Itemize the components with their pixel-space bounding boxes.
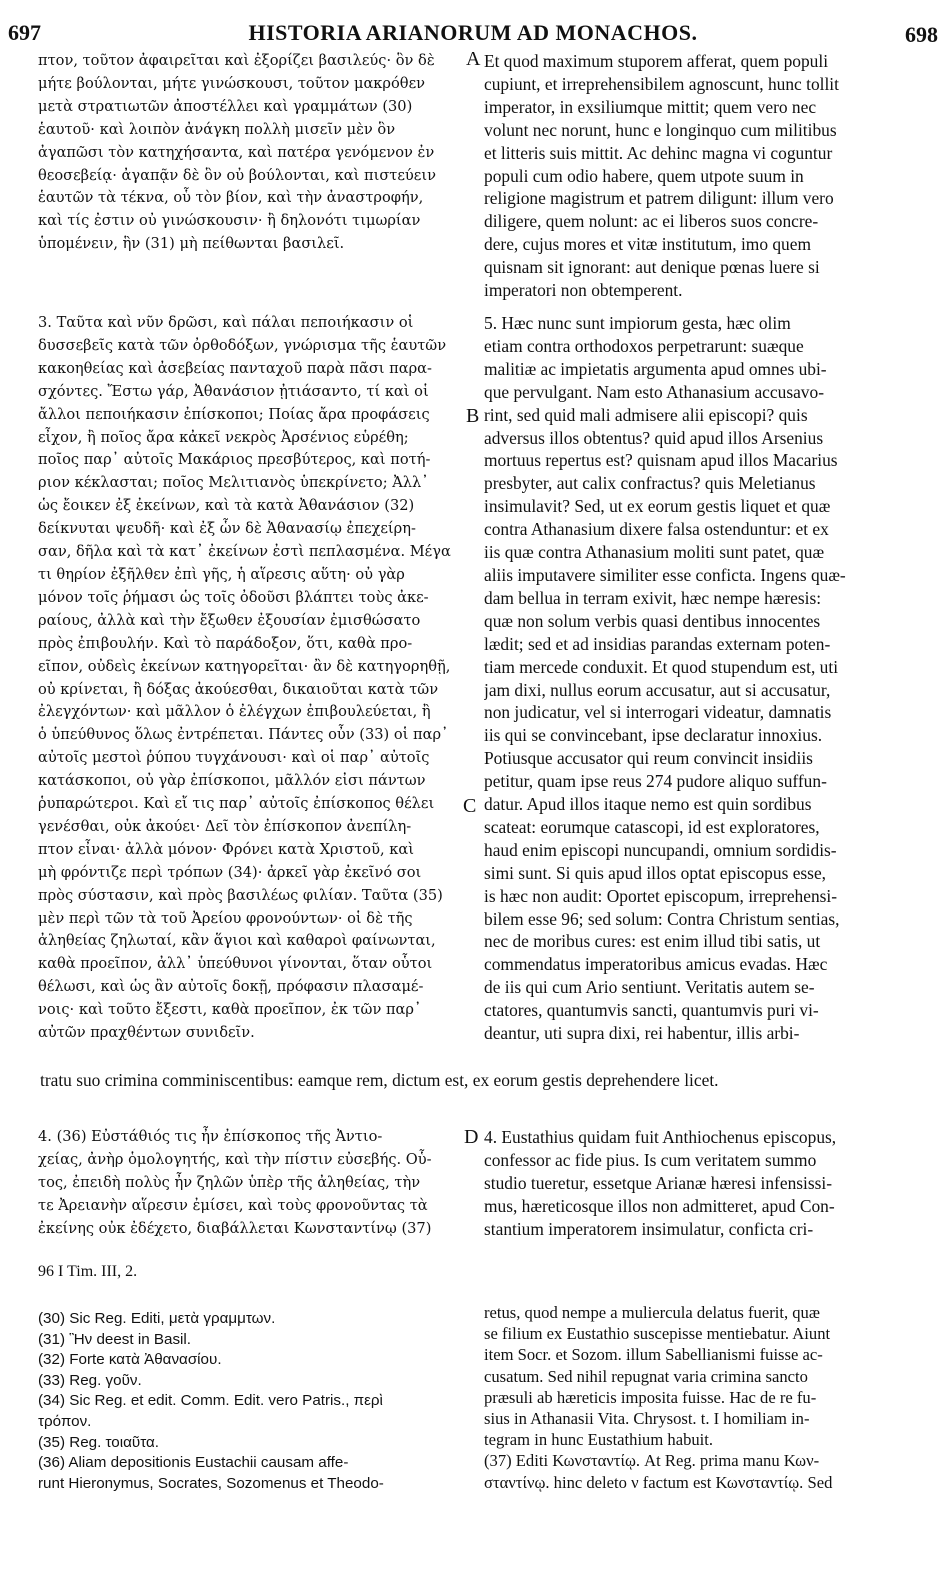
running-title: HISTORIA ARIANORUM AD MONACHOS. <box>248 20 698 45</box>
text-line: religione magistrum et patrem diligunt: illum vero <box>484 188 834 209</box>
text-line: aliis imputavere similiter esse conficta. Ingens quæ- <box>484 564 846 585</box>
greek-column-section-1 <box>38 50 470 256</box>
text-line: ἐκείνης οὐκ ἐδέχετο, διαβάλλεται Κωνσταντίνῳ (37) <box>38 1219 432 1237</box>
text-line: (32) Forte κατὰ Ἀθανασίου. <box>38 1351 222 1369</box>
text-line: cusatum. Sed nihil repugnat varia crimina sancto <box>484 1366 808 1386</box>
text-line: πρὸς ἐπιβουλήν. Καὶ τὸ παράδοξον, ὅτι, καθὰ προ- <box>38 634 413 652</box>
text-line: 3. Ταῦτα καὶ νῦν δρῶσι, καὶ πάλαι πεποιήκασιν οἱ <box>38 314 414 331</box>
text-line: studio tueretur, essetque Arianæ hæresi infensissi- <box>484 1172 833 1193</box>
text-line: jam dixi, nullus eorum accusatur, aut si accusatur, <box>484 679 831 700</box>
text-line: τε Ἀρειανὴν αἵρεσιν ἐμίσει, καὶ τοὺς φρονοῦντας τὰ <box>38 1196 428 1214</box>
text-line: deantur, uti supra dixi, rei habentur, illis arbi- <box>484 1023 800 1044</box>
text-line: νοις· καὶ τοῦτο ἔξεστι, καθὰ προεῖπον, ἐκ τῶν παρ᾽ <box>38 1001 422 1019</box>
text-line: ὡς ἔοικεν ἐξ ἐκείνων, καὶ τὰ κατὰ Ἀθανάσιον (32) <box>38 497 415 515</box>
latin-column-section-1 <box>484 50 944 302</box>
text-line: presbyter, aut calix confractus? quis Meletianus <box>484 473 816 494</box>
text-line: Et quod maximum stuporem afferat, quem populi <box>484 51 829 71</box>
text-line: cupiunt, et irreprehensibilem agnoscunt, hunc tollit <box>484 73 839 94</box>
text-line: tiam mercede conduxit. Et quod stupendum est, uti <box>484 656 839 677</box>
text-line: σταντίνῳ. hinc deleto ν factum est Κωνσταντίῳ. Sed <box>484 1472 833 1492</box>
text-line: sius in Athanasii Vita. Chrysost. t. I homiliam in- <box>484 1409 810 1429</box>
text-line: imperator, in exsiliumque mittit; quem vero nec <box>484 96 817 117</box>
text-line: 4. (36) Εὐστάθιός τις ἦν ἐπίσκοπος τῆς Ἀντιο- <box>38 1128 383 1145</box>
text-line: ἄλλοι πεποιήκασιν ἐπίσκοποι; Ποίας ἄρα προφάσεις <box>38 405 430 423</box>
margin-marker-d: D <box>464 1126 479 1148</box>
text-line: bilem esse 96; sed solum: Contra Christum sentias, <box>484 908 840 929</box>
text-line: diligere, quem nolunt: ac ei liberos suos concre- <box>484 211 819 232</box>
text-line: iis quæ contra Athanasium moliti sunt patet, quæ <box>484 542 825 563</box>
margin-marker-b: B <box>466 405 480 427</box>
text-line: καὶ τίς ἐστιν οὐ γινώσκουσιν· ἢ δηλονότι τιμωρίαν <box>38 212 421 230</box>
text-line: πτον, τοῦτον ἀφαιρεῖται καὶ ἐξορίζει βασιλεύς· ὃν δὲ <box>38 52 435 69</box>
text-line: que pervulgant. Nam esto Athanasium accusavo- <box>484 381 824 402</box>
text-line: κατάσκοποι, οὐ γὰρ ἐπίσκοποι, μᾶλλόν εἰσι πάντων <box>38 772 426 790</box>
text-line: καθὰ προεῖπον, ἀλλ᾽ ὑπεύθυνοι γίνονται, ὅταν οὗτοι <box>38 955 433 973</box>
text-line: et litteris suis mittit. Ac dehinc magna vi coguntur <box>484 142 833 163</box>
text-line: simi sunt. Si quis apud illos optat episcopus esse, <box>484 862 827 883</box>
text-line: δυσσεβεῖς κατὰ τῶν ὀρθοδόξων, γνώρισμα τῆς ἑαυτῶν <box>38 336 447 354</box>
text-line: (34) Sic Reg. et edit. Comm. Edit. vero Patris., περὶ <box>38 1392 383 1410</box>
text-line: dam bellua in terram exivit, hæc nempe hæresis: <box>484 587 822 608</box>
text-line: datur. Apud illos itaque nemo est quin sordibus <box>484 794 812 815</box>
text-line: μὴ φρόντιζε περὶ τρόπων (34)· ἀρκεῖ γὰρ ἐκεῖνό σοι <box>38 863 422 881</box>
text-line: item Socr. et Sozom. illum Sabellianismi fuisse ac- <box>484 1345 823 1365</box>
page-header <box>8 14 938 46</box>
full-width-line: tratu suo crimina comminiscentibus: eamque rem, dictum est, ex eorum gestis deprehendere licet. <box>40 1070 719 1090</box>
text-line: (30) Sic Reg. Editi, μετὰ γραμμτων. <box>38 1310 276 1327</box>
text-line: χείας, ἀνὴρ ὁμολογητής, καὶ τὴν πίστιν εὐσεβής. Οὗ- <box>38 1150 432 1168</box>
text-line: κακοηθείας καὶ ἀσεβείας πανταχοῦ παρὰ πᾶσι παρα- <box>38 359 432 377</box>
text-line: σχόντες. Ἔστω γάρ, Ἀθανάσιον ᾐτιάσαντο, τί καὶ οἱ <box>38 382 429 400</box>
text-line: populi cum odio habere, quem utpote suum in <box>484 165 804 186</box>
text-line: petitur, quam ipse reus 274 pudore aliquo suffun- <box>484 771 827 792</box>
notes-left-column <box>38 1309 476 1494</box>
text-line: (35) Reg. τοιαῦτα. <box>38 1433 160 1451</box>
text-line: Potiusque accusator qui reum convincit insidiis <box>484 748 813 769</box>
text-line: runt Hieronymus, Socrates, Sozomenus et Theodo- <box>38 1474 384 1492</box>
text-line: θεοσεβείᾳ· ἀγαπᾷν δὲ ὃν οὐ βούλονται, καὶ πιστεύειν <box>38 166 436 184</box>
text-line: dere, cujus mores et vitæ institutum, imo quem <box>484 234 811 255</box>
greek-column-section-3 <box>38 1126 470 1241</box>
text-line: ἐλεγχόντων· καὶ μᾶλλον ὁ ἐλέγχων ἐπιβουλεύεται, ἢ <box>38 703 431 721</box>
text-line: retus, quod nempe a muliercula delatus fuerit, quæ <box>484 1303 820 1322</box>
text-line: etiam contra orthodoxos perpetrarunt: suæque <box>484 335 804 356</box>
text-line: εἶχον, ἢ ποῖος ἄρα κἀκεῖ νεκρὸς Ἀρσένιος εὑρέθη; <box>38 428 409 446</box>
margin-marker-a: A <box>466 48 481 70</box>
text-line: ραίους, ἀλλὰ καὶ τὴν ἔξωθεν ἐξουσίαν ἐμισθώσατο <box>38 611 421 629</box>
text-line: (31) Ἣν deest in Basil. <box>38 1330 192 1348</box>
notes-right-column <box>484 1302 944 1493</box>
text-line: haud enim episcopi nuncupandi, omnium sordidis- <box>484 839 837 860</box>
text-line: (36) Aliam depositionis Eustachii causam affe- <box>38 1454 349 1472</box>
text-line: οὐ κρίνεται, ἢ δόξας ἀκούεσθαι, δικαιοῦται κατὰ τῶν <box>38 680 439 698</box>
text-line: stantium imperatorem insimulatur, conficta cri- <box>484 1218 814 1239</box>
text-line: θέλωσι, καὶ ὡς ἂν αὐτοῖς δοκῇ, πρόφασιν πλασαμέ- <box>38 978 424 996</box>
text-line: de iis qui cum Ario sentiunt. Veritatis autem se- <box>484 977 815 998</box>
text-line: σαν, δῆλα καὶ τὰ κατ᾽ ἐκείνων ἐστὶ πεπλασμένα. Μέγα <box>38 543 451 561</box>
text-line: πτον εἶναι· ἀλλὰ μόνον· Φρόνει κατὰ Χριστοῦ, καὶ <box>38 840 414 858</box>
text-line: δείκνυται ψευδῆ· καὶ ἐξ ὧν δὲ Ἀθανασίῳ ἐπεχείρη- <box>38 520 416 538</box>
text-line: ἀγαπῶσι τὸν κατηχήσαντα, καὶ πατέρα γενόμενον ἐν <box>38 143 435 161</box>
text-line: rint, sed quid mali admisere alii episcopi? quis <box>484 404 808 425</box>
text-line: ὁ ὑπεύθυνος ὅλως ἐντρέπεται. Πάντες οὖν (33) οἱ παρ᾽ <box>38 726 449 744</box>
right-page-number: 698 <box>905 22 938 47</box>
text-line: ῥυπαρώτεροι. Καὶ εἴ τις παρ᾽ αὐτοῖς ἐπίσκοπος θέλει <box>38 795 435 813</box>
latin-column-section-3 <box>484 1126 944 1241</box>
text-line: iis qui se convincebant, ipse declaratur innoxius. <box>484 725 823 746</box>
text-line: confessor ac fide pius. Is cum veritatem summo <box>484 1149 817 1170</box>
text-line: is hæc non audit: Oportet episcopum, irreprehensi- <box>484 885 838 906</box>
text-line: præsuli ab hæreticis imposita fuisse. Hac de re fu- <box>484 1387 817 1407</box>
text-line: (37) Editi Κωνσταντίῳ. At Reg. prima manu Κων- <box>484 1451 820 1471</box>
text-line: mortuus repertus est? quisnam apud illos Macarius <box>484 450 838 471</box>
text-line: ριον κέκλασται; ποῖος Μελιτιανὸς ὑπεκρίνετο; Ἀλλ᾽ <box>38 474 429 492</box>
text-line: τος, ἐπειδὴ πολὺς ἦν ζηλῶν ὑπὲρ τῆς ἀληθείας, τὴν <box>38 1173 421 1191</box>
text-line: τι θηρίον ἐξῆλθεν ἐπὶ γῆς, ἡ αἵρεσις αὕτη· οὐ γὰρ <box>38 565 405 583</box>
text-line: commendatus imperatoribus amicus evadas. Hæc <box>484 954 828 975</box>
text-line: αὐτῶν πραχθέντων συνιδεῖν. <box>38 1024 255 1042</box>
text-line: se filium ex Eustathio suscepisse mentiebatur. Aiunt <box>484 1324 831 1344</box>
text-line: 5. Hæc nunc sunt impiorum gesta, hæc olim <box>484 313 791 333</box>
left-page-number: 697 <box>8 20 41 45</box>
text-line: quæ non solum verbis quasi dentibus innocentes <box>484 610 821 631</box>
latin-column-section-2 <box>484 312 944 1045</box>
greek-column-section-2 <box>38 312 470 1045</box>
text-line: αὐτοῖς μεστοὶ ῥύπου τυγχάνουσι· καὶ οἱ παρ᾽ αὐτοῖς <box>38 749 430 767</box>
text-line: (33) Reg. γοῦν. <box>38 1371 142 1389</box>
margin-marker-c: C <box>463 795 477 817</box>
text-line: ἀληθείας ζηλωταί, κἂν ἅγιοι καὶ καθαροὶ φαίνωνται, <box>38 932 436 950</box>
text-line: non judicatur, vel si interrogari videatur, damnatis <box>484 702 832 723</box>
text-line: μόνον τοῖς ῥήμασι ὡς τοῖς ὀδοῦσι βλάπτει τοὺς ἀκε- <box>38 588 429 606</box>
text-line: ἑαυτῶν τὰ τέκνα, οὗ τὸν βίον, καὶ τὴν ἀναστροφήν, <box>38 189 424 207</box>
text-line: εῖπον, οὐδεὶς ἐκείνων κατηγορεῖται· ἂν δὲ κατηγορηθῇ, <box>38 657 451 675</box>
text-line: μετὰ στρατιωτῶν ἀποστέλλει καὶ γραμμάτων (30) <box>38 97 413 115</box>
text-line: τρόπον. <box>38 1412 92 1430</box>
text-line: mus, hæreticosque illos non admitteret, apud Con- <box>484 1195 835 1216</box>
text-line: μὲν περὶ τῶν τὰ τοῦ Ἀρείου φρονούντων· οἱ δὲ τῆς <box>38 909 413 927</box>
text-line: 4. Eustathius quidam fuit Anthiochenus episcopus, <box>484 1127 837 1147</box>
text-line: scateat: eorumque catascopi, id est exploratores, <box>484 816 820 837</box>
text-line: ποῖος παρ᾽ αὐτοῖς Μακάριος πρεσβύτερος, καὶ ποτή- <box>38 451 431 469</box>
text-line: tegram in hunc Eustathium habuit. <box>484 1430 714 1450</box>
text-line: insimulavit? Sed, ut ex eorum gestis liquet et quæ <box>484 496 831 517</box>
text-line: πρὸς σύστασιν, καὶ πρὸς βασιλέως φιλίαν. Ταῦτα (35) <box>38 886 443 904</box>
footnote-reference: 96 I Tim. III, 2. <box>38 1263 138 1280</box>
text-line: ὑπομένειν, ἣν (31) μὴ πείθωνται βασιλεῖ. <box>38 235 345 253</box>
text-line: γενέσθαι, οὐκ ἀκούει· Δεῖ τὸν ἐπίσκοπον ἀνεπίλη- <box>38 817 412 835</box>
text-line: lædit; sed et ad insidias parandas externam poten- <box>484 633 831 654</box>
text-line: μήτε βούλονται, μήτε γινώσκουσι, τοῦτον μακρόθεν <box>38 74 425 92</box>
text-line: volunt nec norunt, hunc e longinquo cum militibus <box>484 119 837 140</box>
text-line: malitiæ ac impietatis argumenta apud omnes ubi- <box>484 358 827 379</box>
text-line: nec de moribus cures: est enim illud tibi satis, ut <box>484 931 821 952</box>
text-line: adversus illos obtentus? quid apud illos Arsenius <box>484 427 824 448</box>
text-line: imperatori non obtemperent. <box>484 280 683 301</box>
text-line: ἑαυτοῦ· καὶ λοιπὸν ἀνάγκη πολλὴ μισεῖν μὲν ὃν <box>38 120 396 138</box>
text-line: contra Athanasium dixere falsa ostenduntur: et ex <box>484 519 829 540</box>
text-line: quisnam sit ignorant: aut denique pœnas luere si <box>484 257 820 278</box>
text-line: ctatores, quantumvis sancti, quantumvis puri vi- <box>484 1000 819 1021</box>
